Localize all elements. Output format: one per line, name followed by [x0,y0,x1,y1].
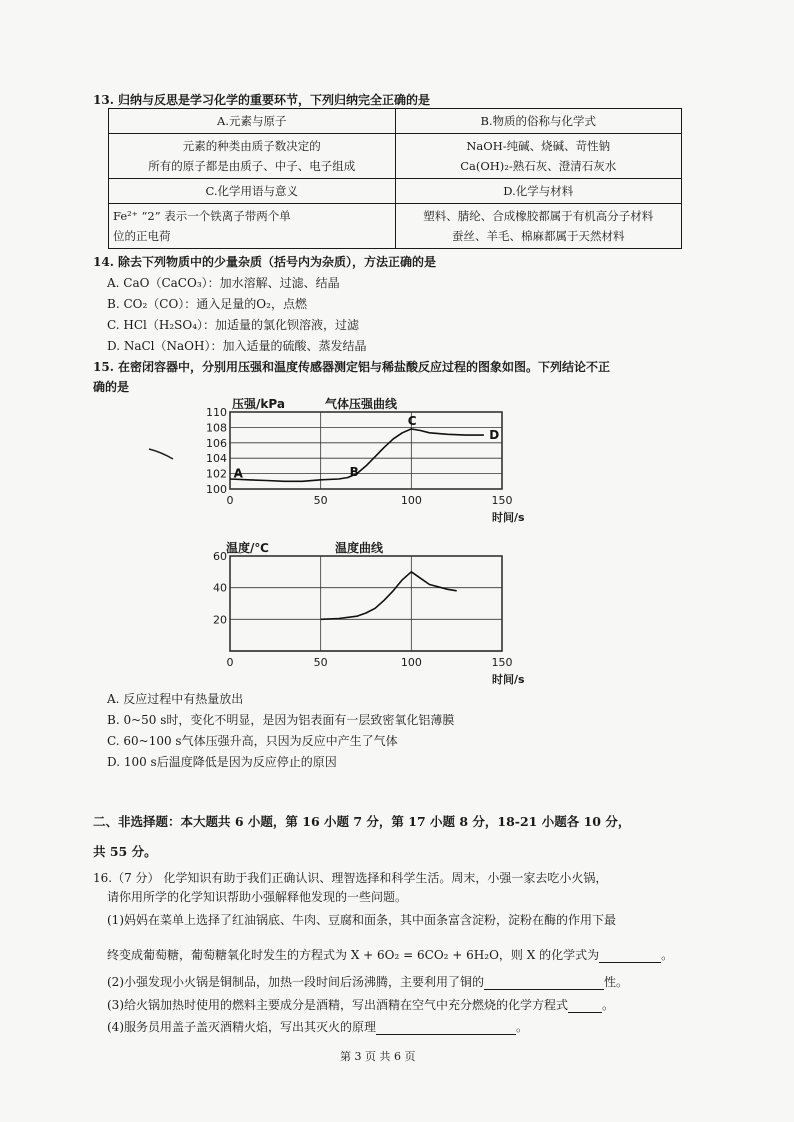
y-tick-label: 100 [206,483,227,496]
q13-b-line2: Ca(OH)₂-熟石灰、澄清石灰水 [460,159,617,173]
q16-p1b-text: 终变成葡萄糖，葡萄糖氧化时发生的方程式为 X + 6O₂ = 6CO₂ + 6H₂O，则 X 的化学式为 [107,948,600,962]
q16-p4-end: 。 [516,1020,529,1034]
q15-stem-line1: 15. 在密闭容器中，分别用压强和温度传感器测定铝与稀盐酸反应过程的图象如图。下列结论不正 [93,360,611,374]
y-tick-label: 20 [213,613,227,627]
q16-line1: 16.（7 分） 化学知识有助于我们正确认识、理智选择和科学生活。周末，小强一家去吃小火锅， [93,871,608,885]
q16-p3-text: (3)给火锅加热时使用的燃料主要成分是酒精，写出酒精在空气中充分燃烧的化学方程式 [107,998,569,1012]
q16-p2-text: (2)小强发现小火锅是铜制品，加热一段时间后汤沸腾，主要利用了铜的 [107,975,485,989]
temperature-chart [190,536,530,686]
q16-p2 [107,973,628,990]
section2-line2: 共 55 分。 [93,844,157,859]
q13-b-body [395,134,682,179]
q16-p1b [107,946,673,963]
q13-b-line1: NaOH-纯碱、烧碱、苛性钠 [466,139,611,153]
q13-a-line1: 元素的种类由质子数决定的 [182,139,321,153]
q15-option-a: A. 反应过程中有热量放出 [107,692,244,706]
x-tick-label: 50 [313,656,328,669]
q13-a-line2: 所有的原子都是由质子、中子、电子组成 [148,159,356,173]
x-tick-label: 100 [400,656,422,669]
q13-c-line2: 位的正电荷 [113,229,171,243]
y-tick-label: 102 [206,467,227,481]
q14-option-b: B. CO₂（CO）：通入足量的O₂，点燃 [107,297,307,311]
q16-p4 [107,1018,528,1035]
q16-p3-end: 。 [602,998,615,1012]
q16-p1a: (1)妈妈在菜单上选择了红油锅底、牛肉、豆腐和面条，其中面条富含淀粉，淀粉在酶的作用下最 [107,913,617,927]
chart-title: 温度曲线 [335,541,384,555]
x-axis-label: 时间/s [492,511,525,524]
x-tick-label: 150 [491,494,513,507]
y-tick-label: 110 [206,406,227,419]
q15-option-c: C. 60~100 s气体压强升高，只因为反应中产生了气体 [107,734,398,748]
q13-table [108,108,682,249]
q13-a-body [109,134,396,179]
q16-p2-end: 性。 [604,975,629,989]
q15-option-d: D. 100 s后温度降低是因为反应停止的原因 [107,755,337,769]
q16-line2: 请你用所学的化学知识帮助小强解释他发现的一些问题。 [107,890,408,904]
y-tick-label: 60 [213,550,227,563]
x-axis-label: 时间/s [492,673,525,686]
q16-answer-blank-3[interactable] [568,998,602,1013]
plot-frame [230,412,502,489]
point-label-c: C [407,414,417,429]
y-tick-label: 108 [206,421,227,435]
q14-option-a: A. CaO（CaCO₃）：加水溶解、过滤、结晶 [107,276,340,290]
q13-c-body [109,204,396,249]
section2-line1: 二、非选择题：本大题共 6 小题，第 16 小题 7 分，第 17 小题 8 分，18-21 小题各 10 分， [93,814,631,829]
point-label-b: B [349,465,359,480]
q13-c-line1: Fe²⁺ “2” 表示一个铁离子带两个单 [113,209,291,223]
x-tick-label: 50 [313,494,328,507]
q13-stem: 13. 归纳与反思是学习化学的重要环节，下列归纳完全正确的是 [93,93,431,107]
x-tick-label: 0 [226,656,234,669]
point-label-d: D [489,428,500,443]
q13-a-head: A.元素与原子 [109,109,396,134]
series-line [321,572,457,620]
y-axis-label: 温度/℃ [226,541,269,555]
pen-stroke-mark [147,446,177,462]
y-tick-label: 40 [213,581,227,595]
q16-p1b-end: 。 [661,948,674,962]
q14-stem: 14. 除去下列物质中的少量杂质（括号内为杂质），方法正确的是 [93,255,437,269]
q15-stem-line2: 确的是 [93,380,130,394]
q14-option-c: C. HCl（H₂SO₄）：加适量的氯化钡溶液，过滤 [107,318,360,332]
q14-option-d: D. NaCl（NaOH）：加入适量的硫酸、蒸发结晶 [107,339,367,353]
q13-b-head: B.物质的俗称与化学式 [395,109,682,134]
page-footer: 第 3 页 共 6 页 [340,1050,416,1063]
point-label-a: A [233,466,243,481]
q16-p4-text: (4)服务员用盖子盖灭酒精火焰，写出其灭火的原理 [107,1020,376,1034]
q15-option-b: B. 0~50 s时，变化不明显，是因为铝表面有一层致密氧化铝薄膜 [107,713,455,727]
pressure-chart [190,392,530,532]
q13-d-line1: 塑料、腈纶、合成橡胶都属于有机高分子材料 [423,209,654,223]
q13-c-head: C.化学用语与意义 [109,179,396,204]
q13-d-head: D.化学与材料 [395,179,682,204]
q16-answer-blank-1[interactable] [599,948,661,963]
q13-d-body [395,204,682,249]
x-tick-label: 150 [491,656,513,669]
x-tick-label: 0 [226,494,234,507]
plot-frame [230,556,502,651]
y-axis-label: 压强/kPa [232,397,285,411]
x-tick-label: 100 [400,494,422,507]
y-tick-label: 104 [206,452,227,466]
q16-p3 [107,996,614,1013]
q13-d-line2: 蚕丝、羊毛、棉麻都属于天然材料 [452,229,625,243]
y-tick-label: 106 [206,436,227,450]
chart-title: 气体压强曲线 [325,397,398,411]
q16-answer-blank-2[interactable] [484,975,604,990]
q16-answer-blank-4[interactable] [376,1020,516,1035]
